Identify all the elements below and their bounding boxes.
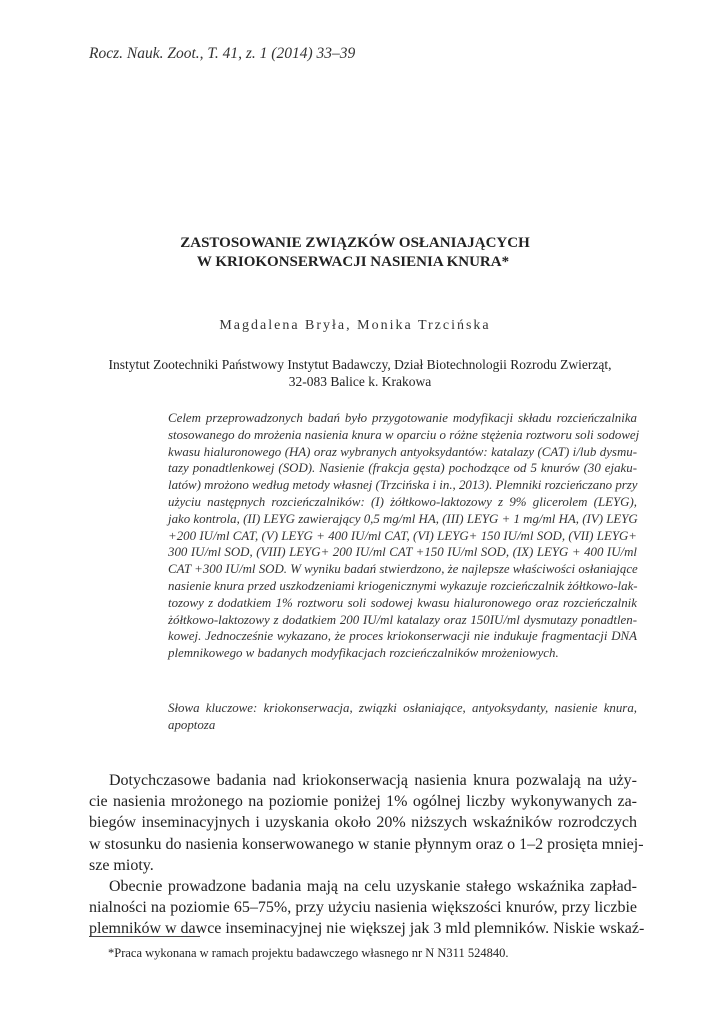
affiliation-line-2: 32-083 Balice k. Krakowa: [288, 374, 432, 389]
abstract-line: stosowanego do mrożenia nasienia knura w oparciu o różne stężenia roztworu soli sodowej: [168, 427, 640, 442]
abstract-line: nasienie knura przed uszkodzeniami kriogenicznymi wykazuje rozcieńczalnik żółtkowo-lak-: [168, 578, 638, 593]
footnote-divider: [89, 936, 200, 937]
abstract-line: kowej. Jednocześnie wykazano, że proces kriokonserwacji nie indukuje fragmentacji DNA: [168, 629, 637, 644]
body-line: Dotychczasowe badania nad kriokonserwacją nasienia knura pozwalają na uży-: [109, 772, 637, 789]
abstract-line: Celem przeprowadzonych badań było przygotowanie modyfikacji składu rozcieńczalnika: [168, 411, 637, 425]
abstract-line: tozowy z dodatkiem 1% roztworu soli sodowej kwasu hialuronowego oraz rozcieńczalnik: [168, 595, 637, 610]
body-line: biegów inseminacyjnych i uzyskania około 20% niższych wskaźników rozrodczych: [89, 814, 637, 832]
body-paragraph-2: [89, 876, 645, 940]
body-line: sze mioty.: [89, 856, 154, 874]
body-paragraph-1: [89, 770, 644, 876]
footnote: *Praca wykonana w ramach projektu badawczego własnego nr N N311 524840.: [108, 946, 509, 960]
journal-citation: Rocz. Nauk. Zoot., T. 41, z. 1 (2014) 33–39: [89, 45, 356, 62]
article-title-line-2: W KRIOKONSERWACJI NASIENIA KNURA*: [196, 254, 510, 270]
body-line: nialności na poziomie 65–75%, przy użyciu nasienia większości knurów, przy liczbie: [89, 899, 637, 917]
body-line: Obecnie prowadzone badania mają na celu uzyskanie stałego wskaźnika zapład-: [109, 878, 637, 895]
abstract-line: plemnikowego w badanych modyfikacjach rozcieńczalników mrożeniowych.: [168, 646, 559, 661]
body-line: w stosunku do nasienia konserwowanego w stanie płynnym oraz o 1–2 prosięta mniej-: [89, 835, 644, 853]
article-title-line-1: ZASTOSOWANIE ZWIĄZKÓW OSŁANIAJĄCYCH: [180, 235, 530, 251]
abstract-line: żółtkowo-laktozowy z dodatkiem 200 IU/ml katalazy oraz 150IU/ml dysmutazy ponadtlen-: [168, 612, 637, 627]
body-line: plemników w dawce inseminacyjnej nie większej jak 3 mld plemników. Niskie wskaź-: [89, 920, 645, 938]
abstract-line: użyciu następnych rozcieńczalników: (I) żółtkowo-laktozowy z 9% glicerolem (LEYG),: [168, 494, 637, 509]
abstract-line: latów) mrożono według metody własnej (Trzcińska i in., 2013). Plemniki rozcieńczano przy: [168, 478, 638, 493]
abstract-line: CAT +300 IU/ml SOD. W wyniku badań stwierdzono, że najlepsze właściwości osłaniające: [168, 562, 638, 577]
abstract-line: kwasu hialuronowego (HA) oraz wybranych antyoksydantów: katalazy (CAT) i/lub dysmu-: [168, 444, 637, 459]
keywords-line: Słowa kluczowe: kriokonserwacja, związki osłaniające, antyoksydanty, nasienie knura,: [168, 701, 637, 715]
keywords: [168, 700, 637, 734]
affiliation-line-1: Instytut Zootechniki Państwowy Instytut Badawczy, Dział Biotechnologii Rozrodu Zwierząt,: [108, 357, 612, 372]
keywords-line: apoptoza: [168, 717, 216, 732]
abstract-line: +200 IU/ml CAT, (V) LEYG + 400 IU/ml CAT, (VI) LEYG+ 150 IU/ml SOD, (VII) LEYG+: [168, 528, 637, 543]
abstract-line: tazy ponadtlenkowej (SOD). Nasienie (frakcja gęsta) pochodzące od 5 knurów (30 ejaku-: [168, 461, 637, 476]
abstract-line: 300 IU/ml SOD, (VIII) LEYG+ 200 IU/ml CAT +150 IU/ml SOD, (IX) LEYG + 400 IU/ml: [168, 545, 637, 560]
abstract-line: jako kontrola, (II) LEYG zawierający 0,5 mg/ml HA, (III) LEYG + 1 mg/ml HA, (IV) LEYG: [168, 511, 638, 526]
authors: Magdalena Bryła, Monika Trzcińska: [219, 318, 491, 333]
body-line: cie nasienia mrożonego na poziomie poniżej 1% ogólnej liczby wykonywanych za-: [89, 793, 637, 811]
abstract: [168, 410, 640, 662]
